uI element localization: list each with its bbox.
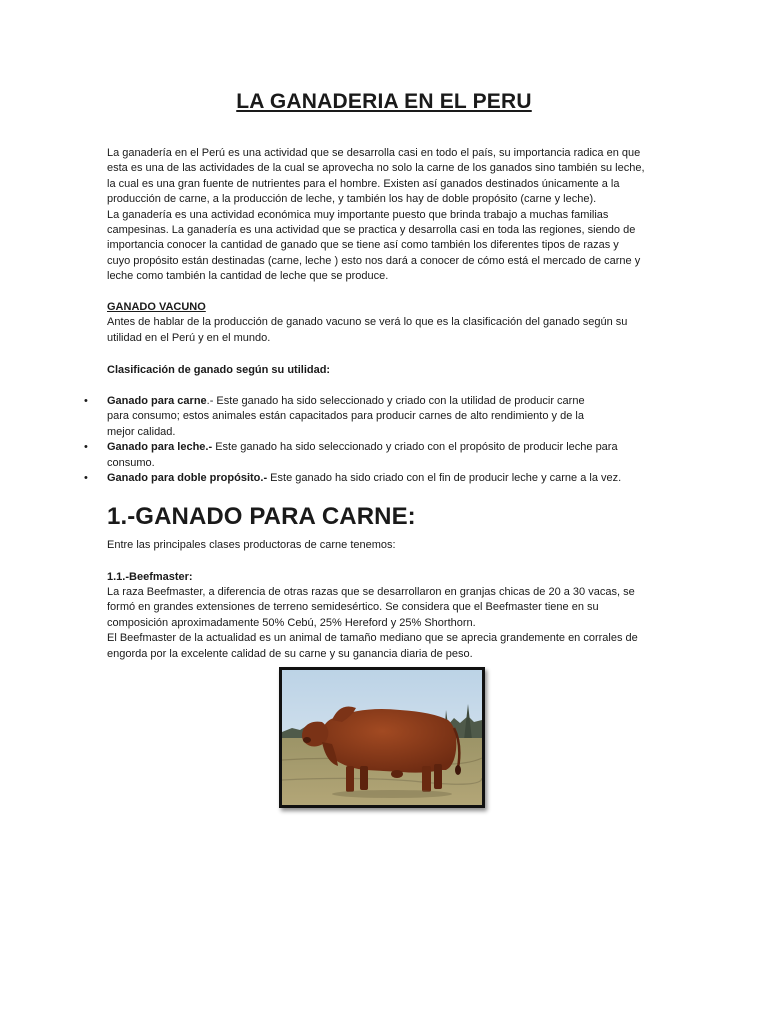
intro-line: cuyo propósito están destinadas (carne, leche ) esto nos dará a conocer de cómo está el mercado de carne y <box>107 254 641 267</box>
bullet-dot-icon: • <box>84 395 88 407</box>
beefmaster-paragraph <box>107 585 667 662</box>
bullet-text: consumo. <box>107 456 155 469</box>
clasificacion-heading: Clasificación de ganado según su utilidad: <box>107 364 331 376</box>
beefmaster-bull-photo <box>279 667 485 808</box>
beefmaster-heading: 1.1.-Beefmaster: <box>107 571 193 583</box>
bullet-bold: Ganado para leche.- <box>107 441 213 454</box>
bullet-dot-icon: • <box>84 441 88 454</box>
bullet-text: Este ganado ha sido criado con el fin de producir leche y carne a la vez. <box>267 472 622 485</box>
bullet-bold: Ganado para doble propósito.- <box>107 472 268 485</box>
intro-line: importancia conocer la cantidad de ganado que se tiene así como también los diferentes tipos de razas y <box>107 239 619 252</box>
intro-line: esta es una de las actividades de la cual se aprovecha no solo la carne de los ganados sino también su leche, <box>107 162 645 175</box>
intro-line: leche como también la cantidad de leche que se produce. <box>107 270 389 283</box>
bullet-text: Este ganado ha sido seleccionado y criado con el propósito de producir leche para <box>212 441 618 454</box>
bullet-dot-icon: • <box>84 472 88 485</box>
ganado-vacuno-heading: GANADO VACUNO <box>107 301 206 313</box>
vacuno-line: Antes de hablar de la producción de ganado vacuno se verá lo que es la clasificación del ganado según su <box>107 316 628 329</box>
beefmaster-line: El Beefmaster de la actualidad es un animal de tamaño mediano que se aprecia grandemente en corrales de <box>107 632 638 645</box>
bull-illustration <box>282 670 482 805</box>
utility-bullet-list <box>84 394 667 486</box>
ganado-vacuno-section <box>107 300 667 346</box>
page-title: LA GANADERIA EN EL PERU <box>236 90 532 113</box>
intro-line: la cual es una gran fuente de nutrientes para el hombre. Existen así ganados destinados únicamente a la <box>107 177 620 190</box>
intro-line: producción de carne, a la producción de leche, y también los hay de doble propósito (carne y leche). <box>107 193 597 206</box>
bullet-text: para consumo; estos animales están capacitados para producir carnes de alto rendimiento y de la <box>107 410 584 423</box>
vacuno-line: utilidad en el Perú y en el mundo. <box>107 331 271 344</box>
beefmaster-line: engorda por la excelente calidad de su carne y su ganancia diaria de peso. <box>107 647 473 660</box>
heading-ganado-para-carne: 1.-GANADO PARA CARNE: <box>107 503 416 530</box>
intro-line: La ganadería es una actividad económica muy importante puesto que brinda trabajo a muchas familias <box>107 208 609 221</box>
intro-line: La ganadería en el Perú es una actividad que se desarrolla casi en todo el país, su importancia radica en que <box>107 147 641 159</box>
beefmaster-line: formó en grandes extensiones de terreno semidesértico. Se considera que el Beefmaster tiene en su <box>107 601 599 614</box>
bullet-leche <box>84 440 667 471</box>
entre-text: Entre las principales clases productoras de carne tenemos: <box>107 539 396 551</box>
beefmaster-line: La raza Beefmaster, a diferencia de otras razas que se desarrollaron en granjas chicas de 20 a 30 vacas, se <box>107 586 635 598</box>
bullet-text: mejor calidad. <box>107 425 176 438</box>
bullet-text: .- Este ganado ha sido seleccionado y criado con la utilidad de producir carne <box>206 395 585 407</box>
bullet-bold: Ganado para carne <box>107 395 207 407</box>
beefmaster-line: composición aproximadamente 50% Cebú, 25% Hereford y 25% Shorthorn. <box>107 616 476 629</box>
bullet-doble-proposito <box>84 471 667 486</box>
intro-paragraph <box>107 146 667 285</box>
intro-line: campesinas. La ganadería es una actividad que se practica y desarrolla casi en toda las regiones, siendo de <box>107 224 636 237</box>
bullet-carne <box>84 394 667 440</box>
bull-shadow <box>332 790 452 798</box>
